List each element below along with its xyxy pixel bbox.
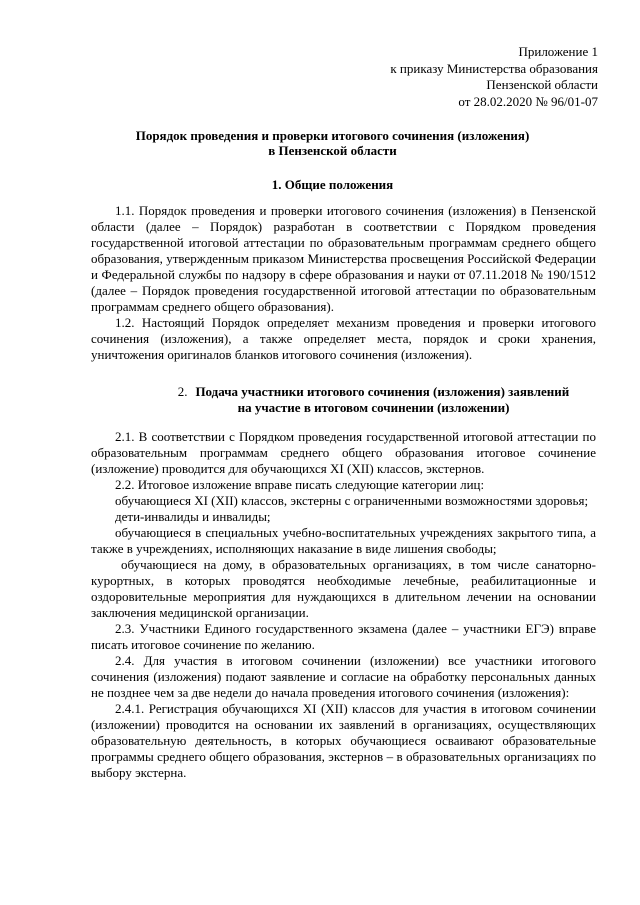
document-title (80, 128, 585, 158)
section-1-heading: 1. Общие положения (271, 177, 394, 192)
title-line: Порядок проведения и проверки итогового сочинения (изложения) (135, 128, 530, 143)
title-line: в Пензенской области (268, 143, 397, 158)
paragraph: 2.1. В соответствии с Порядком проведения государственной итоговой аттестации по образовательным программам среднего общего образования итоговое сочинение (изложение) проводится для обучающихся XI (XII) классов, экстернов. (91, 429, 596, 476)
paragraph: 2.4.1. Регистрация обучающихся XI (XII) классов для участия в итоговом сочинении (изложении) проводится на основании их заявлений в организациях, осуществляющих образовательную деятельность, в которых обучающиеся осваивают образовательные программы среднего общего образования, экстернов – в образовательных организациях по выбору экстерна. (91, 701, 596, 780)
appendix-line: от 28.02.2020 № 96/01-07 (458, 93, 598, 109)
appendix-line: Пензенской области (486, 77, 598, 92)
appendix-line: к приказу Министерства образования (390, 60, 598, 76)
spacer (91, 416, 596, 429)
paragraph: 2.3. Участники Единого государственного экзамена (далее – участники ЕГЭ) вправе писать итоговое сочинение по желанию. (91, 621, 596, 652)
heading-line: Подача участники итогового сочинения (изложения) заявлений (195, 384, 570, 399)
section-number: 2. (177, 384, 188, 399)
paragraph: обучающиеся в специальных учебно-воспитательных учреждениях закрытого типа, а также в учреждениях, исполняющих наказание в виде лишения свободы; (91, 525, 596, 556)
paragraph: 1.1. Порядок проведения и проверки итогового сочинения (изложения) в Пензенской области (далее – Порядок) разработан в соответствии с Порядком проведения государственной итоговой аттестации по образовательным программам среднего общего образования, утвержденным приказом Министерства просвещения Российской Федерации и Федеральной службы по надзору в сфере образования и науки от 07.11.2018 № 190/1512 (далее – Порядок проведения государственной итоговой аттестации по образовательным программам среднего общего образования). (91, 203, 596, 314)
heading-line: на участие в итоговом сочинении (изложении) (237, 400, 510, 415)
section-2-heading (91, 384, 596, 416)
paragraph: обучающиеся на дому, в образовательных организациях, в том числе санаторно-курортных, в которых проводятся необходимые лечебные, реабилитационные и оздоровительные мероприятия для нуждающихся в длительном лечении на основании заключения медицинской организации. (91, 557, 596, 620)
paragraph: дети-инвалиды и инвалиды; (115, 509, 271, 524)
appendix-header (390, 44, 598, 110)
spacer (91, 363, 596, 384)
document-body (91, 203, 596, 781)
paragraph: 1.2. Настоящий Порядок определяет механизм проведения и проверки итогового сочинения (изложения), а также определяет места, порядок и сроки хранения, уничтожения оригиналов бланков итогового сочинения (изложения). (91, 315, 596, 362)
paragraph: 2.4. Для участия в итоговом сочинении (изложении) все участники итогового сочинения (изложения) подают заявление и согласие на обработку персональных данных не позднее чем за две недели до начала проведения итогового сочинения (изложения): (91, 653, 596, 700)
paragraph: обучающиеся XI (XII) классов, экстерны с ограниченными возможностями здоровья; (115, 493, 589, 508)
appendix-line: Приложение 1 (518, 44, 598, 59)
paragraph: 2.2. Итоговое изложение вправе писать следующие категории лиц: (115, 477, 485, 492)
